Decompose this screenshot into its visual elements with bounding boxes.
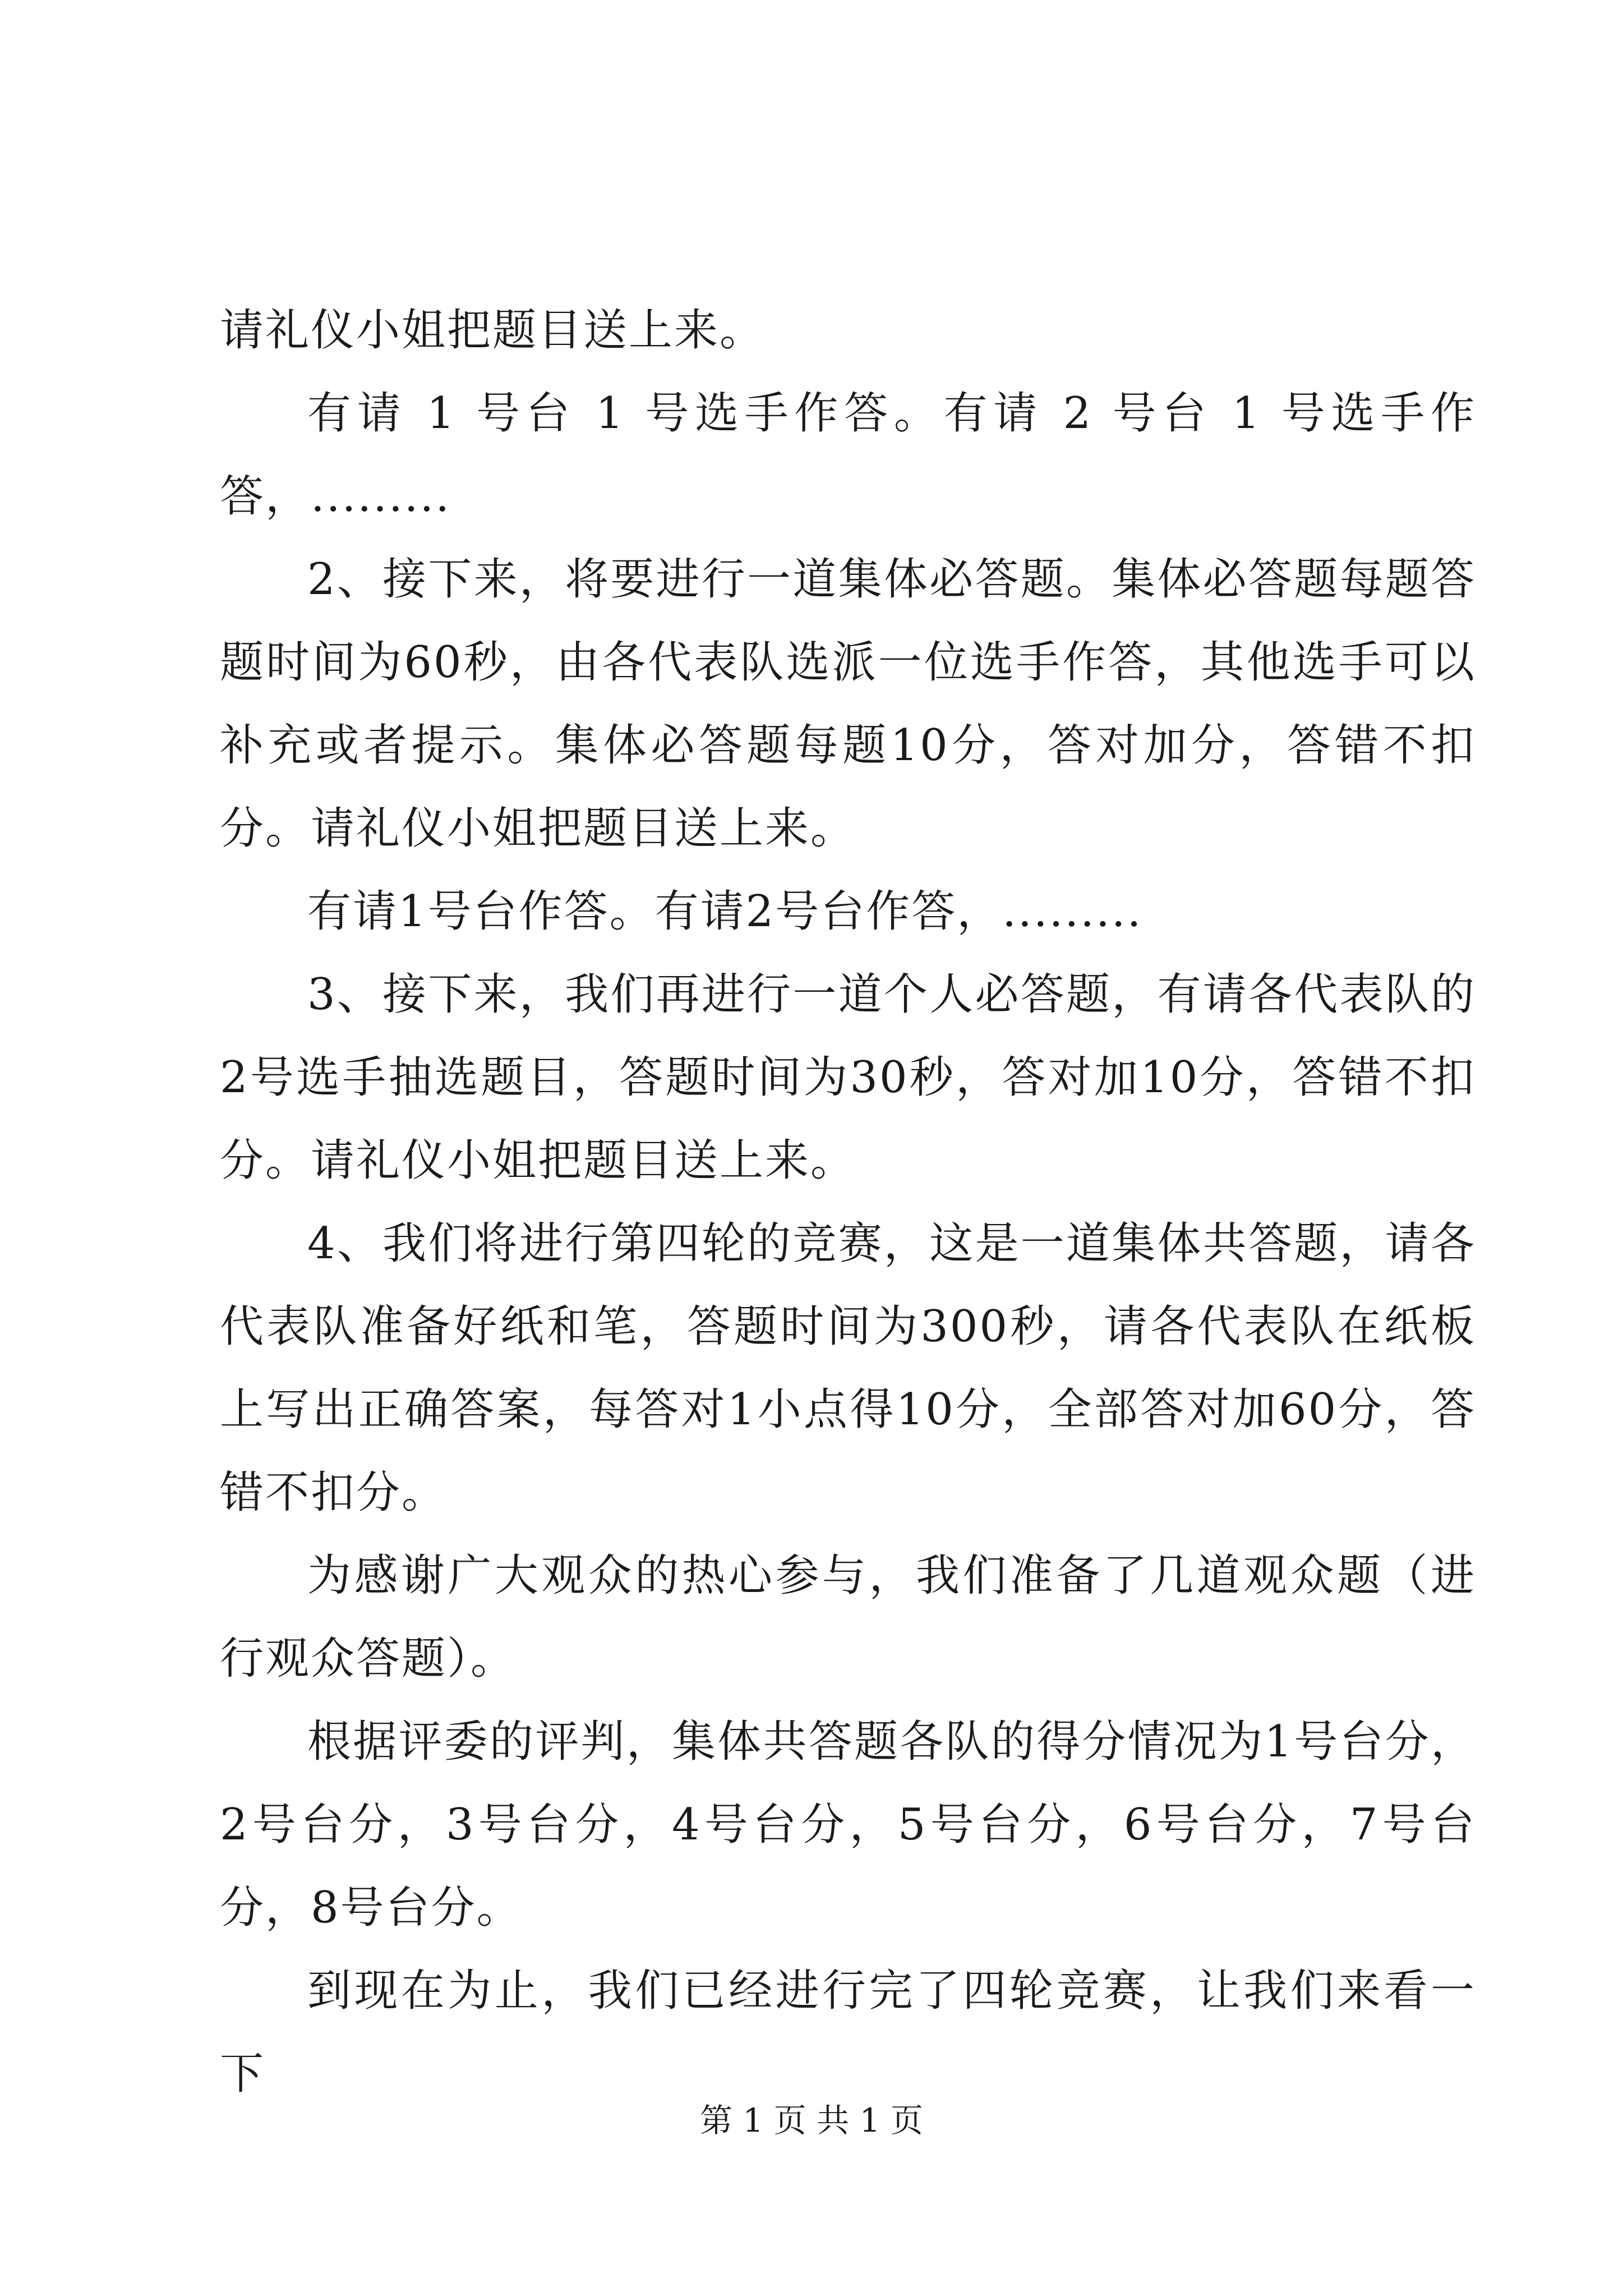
document-body [220, 289, 1476, 2115]
paragraph-5: 3、接下来，我们再进行一道个人必答题，有请各代表队的2号选手抽选题目，答题时间为30秒，答对加10分，答错不扣分。请礼仪小姐把题目送上来。 [220, 969, 1476, 1186]
paragraph-9: 到现在为止，我们已经进行完了四轮竞赛，让我们来看一下 [220, 1966, 1476, 2099]
paragraph-3: 2、接下来，将要进行一道集体必答题。集体必答题每题答题时间为60秒，由各代表队选派一位选手作答，其他选手可以补充或者提示。集体必答题每题10分，答对加分，答错不扣分。请礼仪小姐把题目送上来。 [220, 554, 1476, 854]
paragraph-4: 有请1号台作答。有请2号台作答，......... [307, 886, 1143, 937]
paragraph-2: 有请 1 号台 1 号选手作答。有请 2 号台 1 号选手作答，......... [220, 388, 1476, 522]
paragraph-1: 请礼仪小姐把题目送上来。 [220, 305, 766, 356]
paragraph-8: 根据评委的评判，集体共答题各队的得分情况为1号台分，2号台分，3号台分，4号台分，5号台分，6号台分，7号台分，8号台分。 [220, 1717, 1476, 1933]
paragraph-7: 为感谢广大观众的热心参与，我们准备了几道观众题（进行观众答题）。 [220, 1550, 1476, 1684]
page-footer: 第 1 页 共 1 页 [700, 2101, 923, 2139]
paragraph-6: 4、我们将进行第四轮的竞赛，这是一道集体共答题，请各代表队准备好纸和笔，答题时间为300秒，请各代表队在纸板上写出正确答案，每答对1小点得10分，全部答对加60分，答错不扣分。 [220, 1218, 1476, 1518]
